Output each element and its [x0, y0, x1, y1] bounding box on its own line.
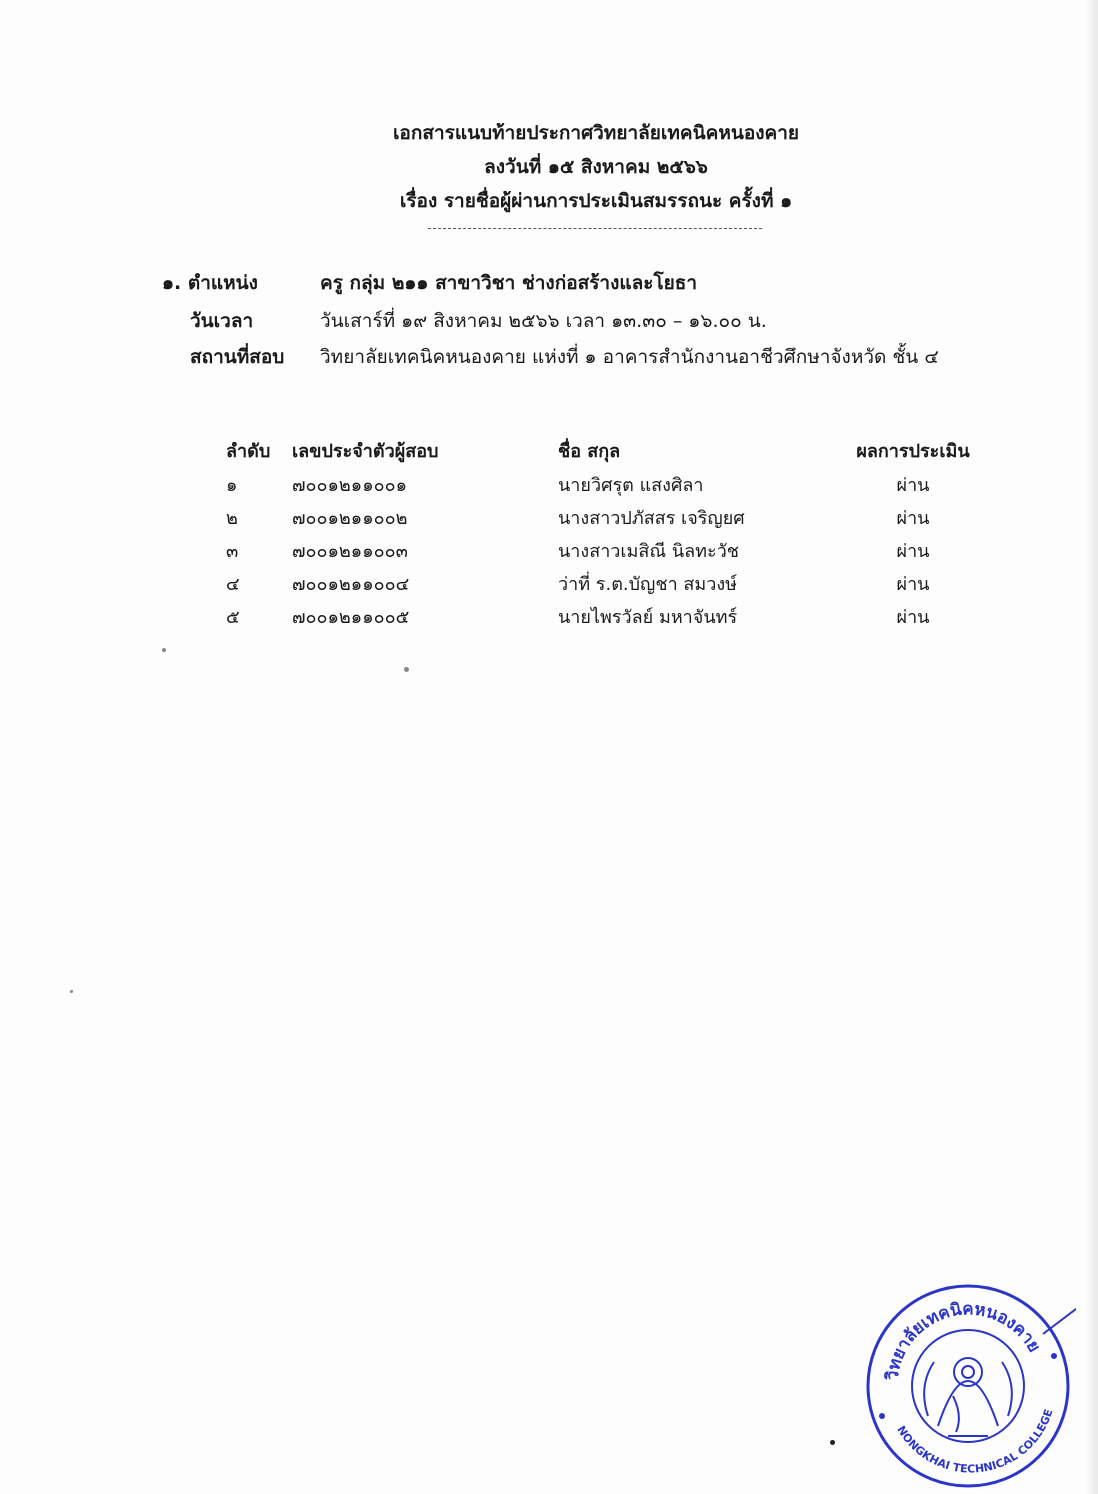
table-row: [220, 600, 978, 633]
row-result: ผ่าน: [896, 574, 930, 595]
row-order: ๒: [226, 508, 238, 529]
header-subject: เรื่อง รายชื่อผู้ผ่านการประเมินสมรรถนะ ครั้งที่ ๑: [399, 190, 793, 212]
page-edge-shadow: [1084, 0, 1098, 1494]
row-result: ผ่าน: [896, 607, 930, 628]
seal-text-english: NONGKHAI TECHNICAL COLLEGE: [894, 1407, 1056, 1476]
row-candidate-id: ๗๐๐๑๒๑๑๐๐๑: [292, 475, 408, 496]
table-row: [220, 567, 978, 600]
header-divider: [428, 228, 762, 229]
row-result: ผ่าน: [896, 541, 930, 562]
header-title: เอกสารแนบท้ายประกาศวิทยาลัยเทคนิคหนองคาย: [392, 122, 800, 144]
row-order: ๑: [226, 475, 238, 496]
row-name: ว่าที่ ร.ต.บัญชา สมวงษ์: [558, 574, 738, 595]
scan-speck: [404, 667, 409, 672]
results-table: [220, 432, 978, 633]
row-order: ๔: [226, 574, 240, 595]
row-order: ๓: [226, 541, 239, 562]
table-row: [220, 468, 978, 501]
position-value: ครู กลุ่ม ๒๑๑ สาขาวิชา ช่างก่อสร้างและโยธา: [320, 272, 698, 294]
row-result: ผ่าน: [896, 475, 930, 496]
row-order: ๕: [226, 607, 240, 628]
signature-stroke: [953, 1396, 959, 1432]
college-seal-stamp: [858, 1276, 1076, 1494]
scan-speck: [70, 990, 73, 993]
row-candidate-id: ๗๐๐๑๒๑๑๐๐๔: [292, 574, 410, 595]
row-name: นายไพรวัลย์ มหาจันทร์: [558, 607, 738, 628]
scan-speck: [162, 648, 166, 652]
datetime-value: วันเสาร์ที่ ๑๙ สิงหาคม ๒๕๖๖ เวลา ๑๓.๓๐ – ๑๖.๐๐ น.: [320, 310, 767, 332]
row-name: นายวิศรุต แสงศิลา: [558, 475, 704, 496]
venue-value: วิทยาลัยเทคนิคหนองคาย แห่งที่ ๑ อาคารสำนักงานอาชีวศึกษาจังหวัด ชั้น ๔: [320, 346, 939, 368]
seal-text-thai: วิทยาลัยเทคนิคหนองคาย: [882, 1299, 1045, 1382]
table-header-row: [220, 432, 978, 468]
header-name: ชื่อ สกุล: [558, 440, 621, 462]
table-row: [220, 534, 978, 567]
row-candidate-id: ๗๐๐๑๒๑๑๐๐๕: [292, 607, 410, 628]
row-candidate-id: ๗๐๐๑๒๑๑๐๐๓: [292, 541, 408, 562]
row-result: ผ่าน: [896, 508, 930, 529]
venue-label: สถานที่สอบ: [190, 346, 285, 368]
venue-row: [0, 342, 1098, 374]
datetime-row: [0, 306, 1098, 338]
datetime-label: วันเวลา: [190, 310, 254, 332]
position-label: ๑. ตำแหน่ง: [162, 272, 258, 294]
header-result: ผลการประเมิน: [856, 440, 970, 462]
row-candidate-id: ๗๐๐๑๒๑๑๐๐๒: [292, 508, 408, 529]
table-row: [220, 501, 978, 534]
row-name: นางสาวเมสิณี นิลทะวัช: [558, 541, 740, 562]
header-order: ลำดับ: [226, 440, 271, 462]
position-row: [0, 268, 1098, 300]
document-header: [0, 116, 1098, 218]
scan-speck: [830, 1440, 835, 1445]
header-candidate-id: เลขประจำตัวผู้สอบ: [292, 440, 439, 462]
header-date: ลงวันที่ ๑๕ สิงหาคม ๒๕๖๖: [484, 156, 708, 178]
row-name: นางสาวปภัสสร เจริญยศ: [558, 508, 745, 529]
